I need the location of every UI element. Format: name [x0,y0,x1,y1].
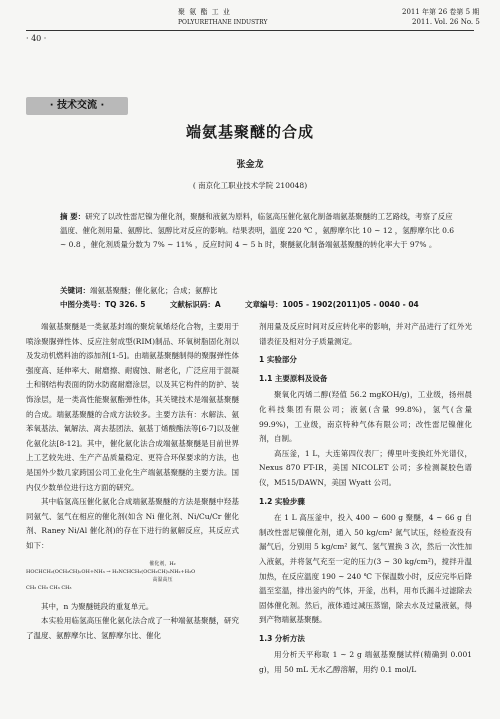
abstract-text: 研究了以改性雷尼镍为催化剂，聚醚和液氨为原料，临氢高压催化氨化制备端氨基聚醚的工艺路线，考察了反应温度、催化剂用量、氨醇比、氢醇比对反应的影响。结果表明，温度 220 ℃ ，氨醇摩尔比 10 ~ 12 ，氢醇摩尔比 0.6 ~ 0.8 ，催化剂质量分数为 7% ~ 11% ，反应时间 4 ~ 5 h 时，聚醚氨化制备端氨基聚醚的转化率大于 97% 。 [60,212,455,249]
clc-number: 中图分类号：TQ 326. 5 [60,300,146,309]
section-heading-1-3: 1.3 分析方法 [259,633,305,643]
keywords-label: 关键词： [60,286,90,295]
section-heading-1-2: 1.2 实验步骤 [259,496,305,506]
left-column [26,320,239,643]
equation-arrow: → [106,568,111,575]
keywords [60,285,460,296]
classification [60,299,470,310]
left-paragraph-2: 其中临氢高压催化氨化合成端氨基聚醚的方法是聚醚中羟基同氨气、氢气在相应的催化剂(如含 Ni 催化剂、Ni/Cu/Cr 催化剂、Raney Ni/Al 催化剂)的存在下进行的氨解反应，其反应式如下： [26,497,239,550]
right-paragraph-3: 高压釜，1 L，大连第四仪表厂；傅里叶变换红外光谱仪，Nexus 870 FT-IR，美国 NICOLET 公司；多检测凝胶色谱仪，M515/DAWN，美国 Wyatt 公司。 [259,448,472,487]
right-column [259,320,472,678]
equation-products: H₂NCHCH₂(OCH₂CH)ₙNH₂+H₂O [112,568,196,575]
issue-cn: 2011 年第 26 卷第 5 期 [402,8,480,16]
page-number: · 40 · [26,34,47,43]
issue-en: 2011. Vol. 26 No. 5 [412,18,480,26]
journal-name-en: POLYURETHANE INDUSTRY [178,19,268,26]
left-paragraph-3: 其中，n 为聚醚链段的重复单元。 [41,601,154,611]
section-heading-1-1: 1.1 主要原料及设备 [259,373,328,383]
abstract [60,210,460,252]
document-code: 文献标识码：A [169,300,221,309]
equation-reactants: HOCHCH₂(OCH₂CH)ₙOH+NH₃ [26,568,105,575]
header-rule [26,30,474,31]
author: 张金龙 [236,160,264,170]
article-number: 文章编号：1005 - 1902(2011)05 - 0040 - 04 [245,300,419,309]
equation-conditions: 高温高压 [152,576,173,583]
left-paragraph-1: 端氨基聚醚是一类氨基封端的聚烷氧烯烃化合物，主要用于喷涂聚脲弹性体、反应注射成型(RIM)制品、环氧树脂固化剂以及发动机燃料油的添加剂[1-5]。由端氨基聚醚制得的聚脲弹性体强度高、延伸率大、耐磨擦、耐腐蚀、耐老化，广泛应用于混凝土和钢结构表面的防水防腐耐磨涂层，以及其它构件的防护、装饰涂层，是一类高性能聚氨酯弹性体，其关键技术是端氨基聚醚的合成。端氨基聚醚的合成方法较多。主要方法有：水解法、氨苯氧基法、氰解法、离去基团法、氨基丁烯酸酯法等[6-7]以及催化氨化法[8-12]。其中，催化氨化法合成端氨基聚醚是目前世界上工艺较先进、生产产品质量稳定、更符合环保要求的方法，也是国外少数几家跨国公司工业化生产端氨基聚醚的主要方法。国内仅少数单位进行这方面的研究。 [26,322,239,492]
right-paragraph-2: 聚氧化丙烯二醇(羟值 56.2 mgKOH/g)，工业级，扬州晨化科技集团有限公司；液氨(含量 99.8%)，氢气(含量 99.9%)，工业级，南京特种气体有限公司；改性雷尼镍催化剂，自制。 [259,390,472,444]
affiliation: ( 南京化工职业技术学院 210048) [192,181,308,190]
equation-substituents: CH₃ CH₃ CH₃ CH₃ [26,584,72,591]
article-title: 端氨基聚醚的合成 [185,123,314,141]
left-paragraph-4: 本实验用临氢高压催化氨化法合成了一种端氨基聚醚，研究了温度、氨醇摩尔比、氢醇摩尔比、催化 [26,616,239,640]
right-paragraph-4: 在 1 L 高压釜中，投入 400 ~ 600 g 聚醚，4 ~ 66 g 自制改性雷尼镍催化剂，通入 50 kg/cm² 氮气试压，经检查没有漏气后，分别用 5 kg/cm² 氮气、氢气置换 3 次，然后一次性加入液氨，并将氢气充至一定的压力(3 ~ 30 kg/cm²)，搅拌升温加热，在反应温度 190 ~ 240 ℃ 下保温数小时，反应完毕后降温至室温，排出釜内的气体，开釜，出料，用布氏漏斗过滤除去固体催化剂。然后，液体通过减压蒸馏，除去水及过量液氨，得到产物端氨基聚醚。 [259,513,472,625]
section-heading-1: 1 实验部分 [259,355,297,365]
reaction-equation [26,560,239,592]
journal-name-cn: 聚 氨 酯 工 业 [178,8,231,16]
right-paragraph-1: 剂用量及反应时间对反应转化率的影响，并对产品进行了红外光谱表征及相对分子质量测定。 [259,322,472,346]
keywords-text: 端氨基聚醚；催化氨化；合成；氨醇比 [90,286,218,295]
equation-catalyst: 催化剂，H₂ [149,560,176,567]
abstract-label: 摘 要： [60,212,86,221]
section-tag: · 技术交流 · [26,97,128,115]
right-paragraph-5: 用分析天平称取 1 ~ 2 g 端氨基聚醚试样(精确到 0.001 g)，用 50 mL 无水乙醇溶解，用约 0.1 mol/L [259,650,472,675]
